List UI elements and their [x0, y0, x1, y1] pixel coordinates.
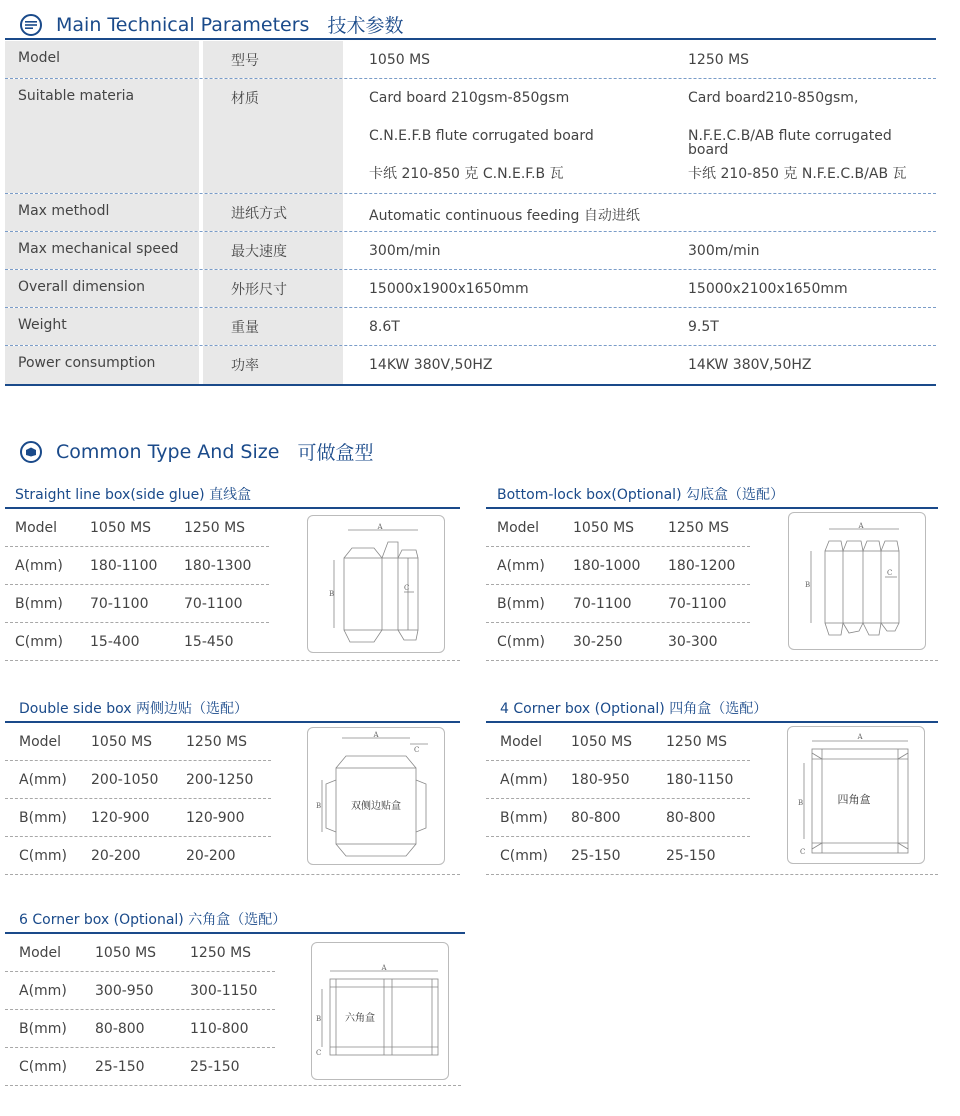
value-1250: 15000x2100x1650mm: [688, 281, 848, 297]
cell: 200-1050: [91, 772, 159, 788]
menu-circle-icon: [20, 14, 42, 36]
cell: 30-250: [573, 634, 623, 650]
cell: C(mm): [500, 848, 548, 864]
cell: 180-1150: [666, 772, 734, 788]
row-label: Suitable materia: [5, 79, 199, 193]
dim-label-b: B: [805, 581, 811, 589]
value-line: N.F.E.C.B/AB flute corrugated board: [688, 128, 892, 158]
value-line: 卡纸 210-850 克 N.F.E.C.B/AB 瓦: [688, 166, 907, 182]
dim-label-c: C: [800, 848, 806, 856]
cell: Model: [15, 520, 58, 536]
cell: Model: [497, 520, 540, 536]
cell: 30-300: [668, 634, 718, 650]
cell: 25-150: [571, 848, 621, 864]
dim-label-b: B: [316, 802, 322, 810]
row-label: Power consumption: [5, 346, 199, 384]
box-circle-icon: [20, 441, 42, 463]
cell: 1250 MS: [668, 520, 730, 536]
cell: 120-900: [91, 810, 150, 826]
dim-label-c: C: [316, 1049, 322, 1057]
cell: 1050 MS: [90, 520, 152, 536]
bottom-lock-box-diagram: [788, 512, 926, 650]
row-label: Weight: [5, 308, 199, 345]
table-row: [486, 509, 750, 547]
types-section-title-cn: 可做盒型: [297, 442, 374, 464]
cell: 180-950: [571, 772, 630, 788]
cell: A(mm): [500, 772, 548, 788]
table-row: [5, 1010, 275, 1048]
value-1050: 1050 MS: [369, 52, 431, 68]
cell: 25-150: [95, 1059, 145, 1075]
cell: 15-400: [90, 634, 140, 650]
cell: 1250 MS: [666, 734, 728, 750]
dim-label-a: A: [373, 731, 379, 739]
tech-section-title-cn: 技术参数: [327, 15, 404, 37]
cell: B(mm): [19, 810, 67, 826]
row-label-cn: 最大速度: [203, 232, 343, 269]
cell: B(mm): [497, 596, 545, 612]
value-1250: 1250 MS: [688, 52, 750, 68]
value-1250: 14KW 380V,50HZ: [688, 357, 812, 373]
value-1050: 15000x1900x1650mm: [369, 281, 529, 297]
dim-label-a: A: [858, 522, 864, 530]
value-1050: 14KW 380V,50HZ: [369, 357, 493, 373]
cell: Model: [500, 734, 543, 750]
cell: 1250 MS: [184, 520, 246, 536]
cell: 1050 MS: [91, 734, 153, 750]
row-label-cn: 重量: [203, 308, 343, 345]
dim-label-a: A: [381, 964, 387, 972]
dim-label-b: B: [316, 1015, 322, 1023]
cell: 120-900: [186, 810, 245, 826]
6-corner-box-diagram: [311, 942, 449, 1080]
cell: A(mm): [19, 983, 67, 999]
types-section-title: Common Type And Size: [56, 440, 280, 463]
table-row: [486, 547, 750, 585]
value-line: C.N.E.F.B flute corrugated board: [369, 128, 594, 144]
cell: 80-800: [666, 810, 716, 826]
tech-section-title: Main Technical Parameters: [56, 13, 310, 36]
table-row: [5, 585, 269, 623]
box-type-panel-straight: [5, 476, 460, 660]
cell: 80-800: [571, 810, 621, 826]
cell: 20-200: [91, 848, 141, 864]
dim-label-a: A: [857, 733, 863, 741]
box-type-panel-double-side: [5, 690, 460, 874]
cell: 180-1300: [184, 558, 252, 574]
dim-label-b: B: [798, 799, 804, 807]
table-row: [486, 723, 750, 761]
value-line: Card board 210gsm-850gsm: [369, 90, 570, 106]
cell: A(mm): [19, 772, 67, 788]
straight-box-diagram: [307, 515, 445, 653]
cell: C(mm): [19, 1059, 67, 1075]
panel-title: Straight line box(side glue) 直线盒: [15, 487, 252, 503]
row-label: Model: [5, 41, 199, 78]
value-1050: 8.6T: [369, 319, 400, 335]
4-corner-box-diagram: [787, 726, 925, 864]
panel-title: Double side box 两侧边贴（选配）: [19, 701, 248, 717]
table-row: [5, 723, 271, 761]
row-label-cn: 进纸方式: [203, 194, 343, 231]
table-row: [5, 799, 271, 837]
value-1050: [369, 79, 594, 205]
box-type-panel-bottom-lock: [486, 476, 938, 660]
diagram-label: 双侧边贴盒: [351, 801, 401, 812]
row-label-cn: 功率: [203, 346, 343, 384]
cell: 1050 MS: [95, 945, 157, 961]
double-side-box-diagram: [307, 727, 445, 865]
value-line: Card board210-850gsm,: [688, 90, 859, 106]
cell: 25-150: [190, 1059, 240, 1075]
types-section-header: [20, 438, 373, 465]
dim-label-c: C: [404, 584, 410, 592]
box-type-panel-6-corner: [5, 903, 465, 1087]
dim-label-a: A: [377, 523, 383, 531]
tech-section-rule: [5, 38, 936, 40]
table-row: [486, 799, 750, 837]
cell: Model: [19, 945, 62, 961]
cell: B(mm): [500, 810, 548, 826]
cell: 70-1100: [184, 596, 243, 612]
table-row: [5, 232, 936, 270]
row-label: Max mechanical speed: [5, 232, 199, 269]
cell: 300-950: [95, 983, 154, 999]
value-1250: [688, 79, 936, 205]
cell: B(mm): [15, 596, 63, 612]
cell: 70-1100: [90, 596, 149, 612]
dim-label-c: C: [887, 569, 893, 577]
dim-label-c: C: [414, 746, 420, 754]
table-row: [5, 41, 936, 79]
cell: A(mm): [497, 558, 545, 574]
cell: Model: [19, 734, 62, 750]
cell: 1050 MS: [571, 734, 633, 750]
row-label-cn: 材质: [203, 79, 343, 193]
row-label: Max methodl: [5, 194, 199, 231]
cell: 1250 MS: [186, 734, 248, 750]
cell: 80-800: [95, 1021, 145, 1037]
value-1050: 300m/min: [369, 243, 441, 259]
table-row: [5, 79, 936, 194]
cell: 200-1250: [186, 772, 254, 788]
table-row: [5, 308, 936, 346]
cell: 70-1100: [573, 596, 632, 612]
value-both: Automatic continuous feeding 自动进纸: [369, 208, 640, 224]
table-row: [5, 761, 271, 799]
tech-section-header: [20, 11, 403, 38]
value-1250: 9.5T: [688, 319, 719, 335]
row-label: Overall dimension: [5, 270, 199, 307]
table-row: [5, 346, 936, 386]
table-row: [5, 509, 269, 547]
cell: C(mm): [497, 634, 545, 650]
table-row: [486, 585, 750, 623]
table-row: [5, 547, 269, 585]
panel-title: 6 Corner box (Optional) 六角盒（选配）: [19, 912, 287, 928]
cell: 110-800: [190, 1021, 249, 1037]
diagram-label: 六角盒: [345, 1013, 375, 1024]
cell: 180-1000: [573, 558, 641, 574]
value-1250: 300m/min: [688, 243, 760, 259]
table-row: [5, 934, 275, 972]
table-row: [5, 270, 936, 308]
row-label-cn: 外形尺寸: [203, 270, 343, 307]
cell: A(mm): [15, 558, 63, 574]
cell: 1050 MS: [573, 520, 635, 536]
table-row: [486, 761, 750, 799]
cell: 25-150: [666, 848, 716, 864]
cell: C(mm): [15, 634, 63, 650]
cell: 1250 MS: [190, 945, 252, 961]
panel-title: 4 Corner box (Optional) 四角盒（选配）: [500, 701, 768, 717]
cell: 15-450: [184, 634, 234, 650]
table-row: [5, 972, 275, 1010]
panel-title: Bottom-lock box(Optional) 勾底盒（选配）: [497, 487, 784, 503]
cell: B(mm): [19, 1021, 67, 1037]
cell: 20-200: [186, 848, 236, 864]
row-label-cn: 型号: [203, 41, 343, 78]
value-line: 卡纸 210-850 克 C.N.E.F.B 瓦: [369, 166, 564, 182]
cell: 180-1100: [90, 558, 158, 574]
cell: 300-1150: [190, 983, 258, 999]
cell: 70-1100: [668, 596, 727, 612]
dim-label-b: B: [329, 590, 335, 598]
diagram-label: 四角盒: [837, 793, 871, 806]
cell: 180-1200: [668, 558, 736, 574]
table-row: [5, 194, 936, 232]
cell: C(mm): [19, 848, 67, 864]
box-type-panel-4-corner: [486, 690, 938, 874]
